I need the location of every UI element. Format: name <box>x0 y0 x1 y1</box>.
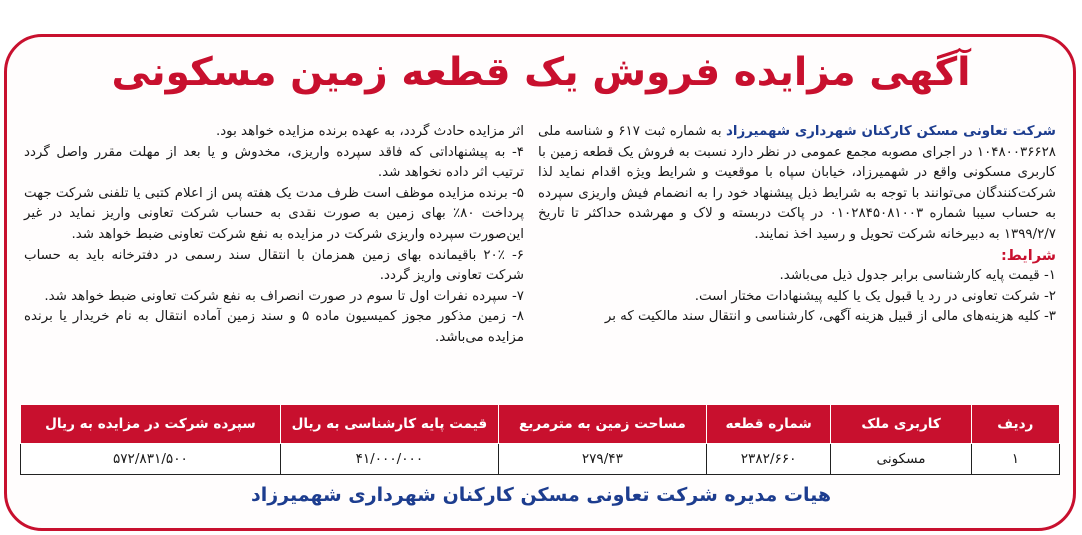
condition-item: ۴- به پیشنهاداتی که فاقد سپرده واریزی، مخدوش و یا بعد از مهلت مقرر واصل گردد ترتیب اثر داده نخواهد شد. <box>24 144 524 181</box>
condition-item: ۵- برنده مزایده موظف است ظرف مدت یک هفته پس از اعلام کتبی یا تلفنی شرکت جهت پرداخت ۸۰٪ بهای زمین به صورت نقدی به حساب شرکت تعاونی واریز نماید در غیر این‌صورت سپرده واریزی شرکت در مزایده به نفع شرکت تعاونی ضبط خواهد شد. <box>24 185 525 242</box>
condition-item: ۶- ۲۰٪ باقیمانده بهای زمین همزمان با انتقال سند رسمی در دفترخانه باید به حساب شرکت تعاونی واریز گردد. <box>24 247 524 284</box>
condition-item: ۲- شرکت تعاونی در رد یا قبول یک یا کلیه پیشنهادات مختار است. <box>694 288 1056 304</box>
left-column <box>24 122 524 349</box>
table-header: سپرده شرکت در مزایده به ریال <box>21 405 281 444</box>
condition-item: اثر مزایده حادث گردد، به عهده برنده مزایده خواهد بود. <box>215 124 524 139</box>
table-cell: مسکونی <box>831 444 971 475</box>
table-header: ردیف <box>971 405 1059 444</box>
table-cell: ۲۷۹/۴۳ <box>498 444 706 475</box>
footer-signature: هیات مدیره شرکت تعاونی مسکن کارکنان شهرداری شهمیرزاد <box>250 484 832 506</box>
table-header: مساحت زمین به مترمربع <box>498 405 706 444</box>
table-header: قیمت پایه کارشناسی به ریال <box>280 405 498 444</box>
table-cell: ۲۳۸۲/۶۶۰ <box>706 444 831 475</box>
intro-text: به شماره ثبت ۶۱۷ و شناسه ملی ۱۰۴۸۰۰۳۶۶۲۸ در اجرای مصوبه مجمع عمومی در نظر دارد نسبت به فروش یک قطعه زمین با کاربری مسکونی واقع در شهمیرزاد، خیابان سپاه با موقعیت و شرایط ویژه اقدام نماید لذا شرکت‌کنندگان می‌توانند با توجه به شرایط ذیل پیشنهاد خود را به انضمام فیش واریزی سپرده به حساب سیبا شماره ۰۱۰۲۸۴۵۰۸۱۰۰۳ در پاکت دربسته و لاک و مهرشده حداکثر تا تاریخ ۱۳۹۹/۲/۷ به دبیرخانه شرکت تحویل و رسید اخذ نمایند. <box>538 124 1056 242</box>
condition-item: ۱- قیمت پایه کارشناسی برابر جدول ذیل می‌باشد. <box>779 268 1056 284</box>
table-header-row <box>21 405 1060 444</box>
right-column <box>538 122 1056 328</box>
table-cell: ۵۷۲/۸۳۱/۵۰۰ <box>21 444 281 475</box>
conditions-title: شرایط: <box>1000 247 1056 264</box>
table-cell: ۴۱/۰۰۰/۰۰۰ <box>280 444 498 475</box>
condition-item: ۷- سپرده نفرات اول تا سوم در صورت انصراف به نفع شرکت تعاونی ضبط خواهد شد. <box>44 288 524 304</box>
company-name: شرکت تعاونی مسکن کارکنان شهرداری شهمیرزاد <box>726 124 1056 139</box>
page-title: آگهی مزایده فروش یک قطعه زمین مسکونی <box>111 50 971 95</box>
condition-item: ۸- زمین مذکور مجوز کمیسیون ماده ۵ و سند زمین آماده انتقال به نام خریدار یا برنده مزایده می‌باشد. <box>24 309 524 345</box>
auction-table <box>20 404 1060 475</box>
table-header: کاربری ملک <box>831 405 971 444</box>
table-header: شماره قطعه <box>706 405 831 444</box>
table-cell: ۱ <box>971 444 1059 475</box>
condition-item: ۳- کلیه هزینه‌های مالی از قبیل هزینه آگهی، کارشناسی و انتقال سند مالکیت که بر <box>604 309 1056 325</box>
table-row <box>21 444 1060 475</box>
